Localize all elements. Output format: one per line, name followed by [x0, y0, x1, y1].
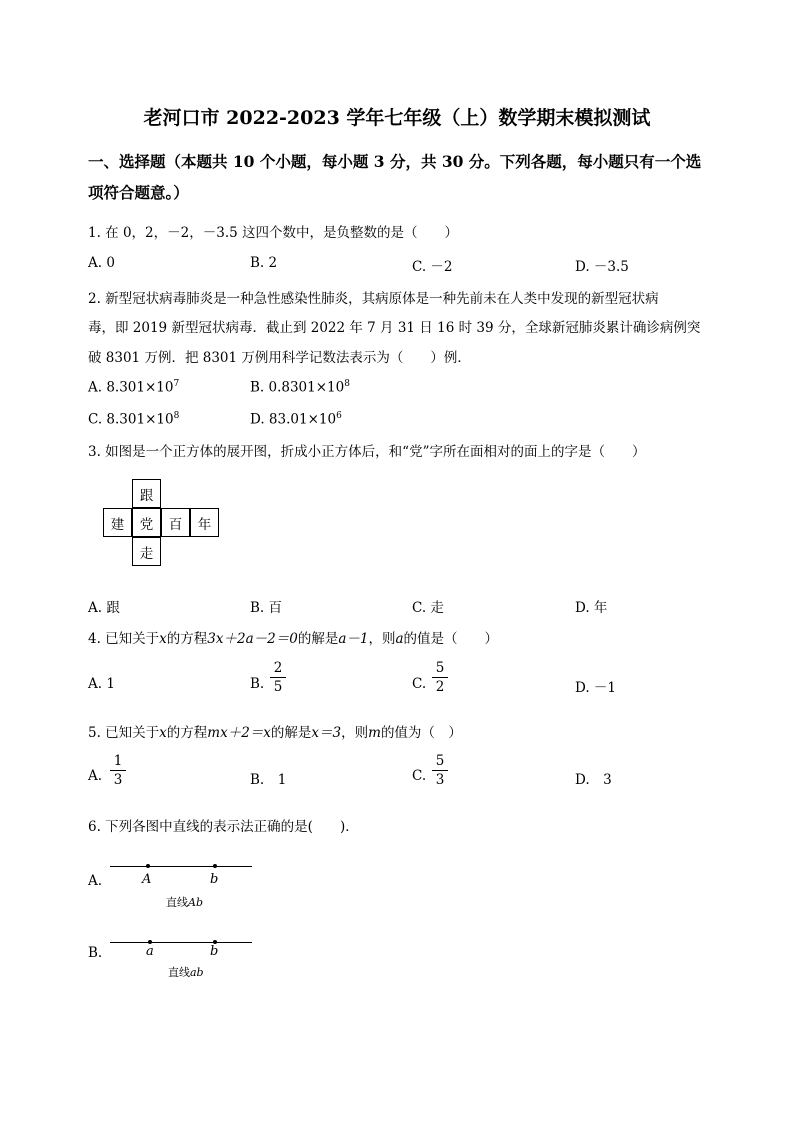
q5-option-b: B. 1	[250, 772, 287, 788]
question-2-line1: 2. 新型冠状病毒肺炎是一种急性感染性肺炎，其病原体是一种先前未在人类中发现的新型冠状病	[88, 291, 659, 307]
net-face-right1: 百	[161, 508, 190, 537]
q6-option-b-point1-label: a	[146, 944, 154, 959]
net-face-left: 建	[103, 508, 132, 537]
question-6-stem: 6. 下列各图中直线的表示法正确的是( )．	[88, 819, 359, 835]
q6-option-a-point1	[146, 864, 150, 868]
q4-option-d: D. －1	[575, 680, 617, 696]
q5-option-d: D. 3	[575, 772, 612, 788]
q6-option-a-point2-label: b	[210, 872, 219, 887]
section-heading-line2: 项符合题意。）	[88, 183, 189, 202]
q4-option-c-label: C.	[412, 676, 427, 692]
section-heading-line1: 一、选择题（本题共 10 个小题，每小题 3 分，共 30 分。下列各题，每小题只有一个选	[88, 152, 702, 171]
q5-option-c-label: C.	[412, 768, 427, 784]
q5-option-a-label: A.	[88, 768, 103, 784]
q4-option-c-fraction: 5 2	[432, 660, 448, 695]
q4-option-b-fraction: 2 5	[270, 660, 286, 695]
q1-option-c: C. －2	[412, 259, 453, 275]
q3-option-b: B. 百	[250, 600, 283, 616]
question-1-stem: 1. 在 0，2，－2，－3.5 这四个数中，是负整数的是（ ）	[88, 225, 458, 241]
q2-option-a: A. $8.301\times 10^7$	[88, 379, 180, 396]
page-title: 老河口市 2022-2023 学年七年级（上）数学期末模拟测试	[143, 107, 651, 129]
q5-option-a-fraction: 1 3	[110, 753, 126, 788]
q1-option-d: D. －3.5	[575, 259, 629, 275]
q1-option-b: B. 2	[250, 255, 278, 271]
q3-option-a: A. 跟	[88, 600, 120, 616]
q6-option-a-point2	[213, 864, 217, 868]
q6-option-b-line	[110, 942, 252, 943]
q2-option-d: D. $83.01\times 10^6$	[250, 411, 342, 428]
q4-option-a: A. 1	[88, 676, 115, 692]
q4-option-b-label: B.	[250, 676, 265, 692]
q6-option-b-point2-label: b	[210, 944, 219, 959]
q6-option-a-point1-label: A	[142, 872, 152, 887]
question-2-line3: 破 8301 万例．把 8301 万例用科学记数法表示为（ ）例．	[88, 350, 471, 366]
q1-option-a: A. 0	[88, 255, 115, 271]
question-2-line2: 毒，即 2019 新型冠状病毒．截止到 2022 年 7 月 31 日 16 时 39 分，全球新冠肺炎累计确诊病例突	[88, 320, 701, 336]
net-face-center: 党	[132, 508, 161, 537]
q6-option-a-caption: 直线Ab	[166, 896, 203, 909]
net-face-bottom: 走	[132, 537, 161, 566]
q3-option-c: C. 走	[412, 600, 444, 616]
net-face-right2: 年	[190, 508, 219, 537]
q6-option-b-caption: 直线ab	[168, 966, 204, 979]
q6-option-a-label: A.	[88, 873, 103, 889]
q5-option-c-fraction: 5 3	[432, 753, 448, 788]
net-face-top: 跟	[132, 479, 161, 508]
q2-option-b: B. $0.8301\times 10^8$	[250, 379, 350, 396]
q6-option-b-label: B.	[88, 945, 103, 961]
q3-option-d: D. 年	[575, 600, 608, 616]
question-4-stem: 4. 已知关于x的方程3x＋2a－2＝0的解是a－1，则a的值是（ ）	[88, 631, 499, 647]
question-3-stem: 3. 如图是一个正方体的展开图，折成小正方体后，和“党”字所在面相对的面上的字是（ ）	[88, 444, 646, 460]
q6-option-a-line	[110, 866, 252, 867]
q2-option-c: C. $8.301\times 10^8$	[88, 411, 180, 428]
question-5-stem: 5. 已知关于x的方程mx＋2＝x的解是x＝3，则m的值为（ ）	[88, 725, 462, 741]
